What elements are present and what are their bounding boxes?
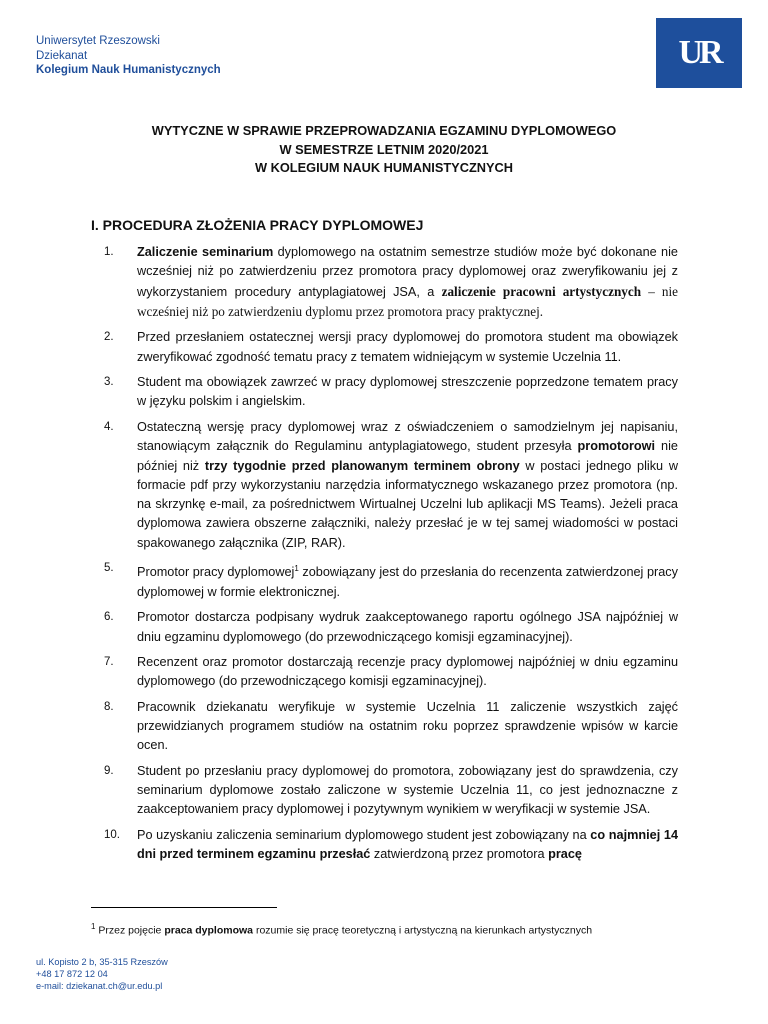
item-text: Promotor dostarcza podpisany wydruk zaakceptowanego raportu ogólnego JSA najpóźniej w dniu egzaminu dyplomowego (do przewodniczącego komisji egzaminacyjnej).	[137, 610, 678, 644]
university-logo	[656, 18, 742, 88]
title-line-1: WYTYCZNE W SPRAWIE PRZEPROWADZANIA EGZAMINU DYPLOMOWEGO	[151, 123, 617, 138]
text-run: Przez pojęcie	[95, 924, 165, 937]
email-address: e-mail: dziekanat.ch@ur.edu.pl	[36, 980, 163, 991]
item-number: 7.	[104, 656, 114, 668]
header-block	[36, 34, 221, 78]
list-item	[104, 653, 678, 692]
item-number: 1.	[104, 246, 114, 258]
bold-text: Zaliczenie seminarium	[137, 245, 274, 259]
item-number: 2.	[104, 331, 114, 344]
footnote	[91, 922, 592, 937]
item-number: 10.	[104, 828, 120, 841]
list-item	[104, 698, 678, 756]
text-run: rozumie się pracę teoretyczną i artystyczną na kierunkach artystycznych	[253, 924, 593, 937]
list-item	[104, 243, 678, 322]
item-number: 3.	[104, 376, 114, 389]
list-item	[104, 373, 678, 412]
street-address: ul. Kopisto 2 b, 35-315 Rzeszów	[36, 957, 168, 967]
text-run: Promotor pracy dyplomowej	[137, 565, 295, 580]
text-run: dyplomowego na ostatnim semestrze studiów może być dokonane nie wcześniej niż po zatwierdzeniu przez promotora pracy dyplomowej oraz zweryfikowaniu jej z wykorzystaniem procedury antyplagiatowej JSA, a	[137, 245, 678, 299]
university-name: Uniwersytet Rzeszowski	[36, 35, 160, 47]
item-number: 4.	[104, 420, 114, 433]
section-heading: I. PROCEDURA ZŁOŻENIA PRACY DYPLOMOWEJ	[91, 217, 424, 233]
logo-text: UR	[678, 34, 720, 71]
footnote-marker: 1	[91, 922, 96, 931]
text-run: zatwierdzoną przez promotora	[370, 847, 549, 862]
item-text: Przed przesłaniem ostatecznej wersji pracy dyplomowej do promotora student ma obowiązek zweryfikować zgodność tematu pracy z tematem widniejącym w systemie Uczelnia 11.	[137, 330, 678, 364]
item-number: 5.	[104, 562, 114, 575]
item-number: 8.	[104, 700, 114, 713]
title-line-2: W SEMESTRZE LETNIM 2020/2021	[279, 141, 489, 157]
text-run: zobowiązany jest do przesłania do recenzenta zatwierdzonej pracy dyplomowej w formie elektronicznej.	[137, 565, 678, 599]
title-line-3: W KOLEGIUM NAUK HUMANISTYCZNYCH	[254, 160, 514, 175]
item-text	[137, 826, 678, 865]
item-text: Student ma obowiązek zawrzeć w pracy dyplomowej streszczenie poprzedzone tematem pracy w języku polskim i angielskim.	[137, 375, 678, 409]
address-block	[36, 957, 168, 992]
list-item	[104, 328, 678, 367]
list-item	[104, 826, 678, 865]
phone-number: +48 17 872 12 04	[36, 968, 108, 979]
text-run: Ostateczną wersję pracy dyplomowej wraz z oświadczeniem o samodzielnym jej napisaniu, stanowiącym załącznik do Regulaminu antyplagiatowego, student przesyła	[137, 419, 678, 454]
footnote-divider	[91, 907, 277, 908]
item-number: 9.	[104, 764, 114, 777]
text-run: Po uzyskaniu zaliczenia seminarium dyplomowego student jest zobowiązany na	[137, 827, 591, 842]
bold-text: co najmniej 14 dni przed terminem egzaminu przesłać	[137, 827, 679, 862]
item-number: 6.	[104, 611, 114, 624]
item-text: Student po przesłaniu pracy dyplomowej do promotora, zobowiązany jest do sprawdzenia, czy seminarium dyplomowe zostało zaliczone w systemie Uczelnia 11, co jest jednoznaczne z zaakceptowaniem pracy dyplomowej i pozytywnym wynikiem w weryfikacji w systemie JSA.	[137, 763, 678, 817]
bold-text: praca dyplomowa	[164, 924, 254, 937]
office-name: Dziekanat	[36, 49, 88, 62]
bold-text: pracę	[548, 847, 582, 862]
text-run: w postaci jednego pliku w formacie pdf przy wykorzystaniu narzędzia informatycznego wskazanego przez promotora (np. na skrzynkę e-mail, za pośrednictwem Wirtualnej Uczelni lub aplikacji MS Teams). Jeżeli praca dyplomowa zawiera obszerne załączniki, należy przesłać je w tej samej wiadomości w postaci spakowanego załącznika (ZIP, RAR).	[137, 458, 678, 550]
list-item	[104, 762, 678, 820]
item-text	[137, 243, 678, 322]
document-title	[0, 122, 768, 178]
item-text: Pracownik dziekanatu weryfikuje w systemie Uczelnia 11 zaliczenie wszystkich zajęć przewidzianych programem studiów na ostatnim roku poprzez sprawdzenie wpisów w karcie ocen.	[137, 699, 678, 753]
list-item	[104, 418, 678, 553]
procedure-list	[104, 243, 678, 871]
item-text	[137, 418, 678, 553]
text-run: nie później niż	[137, 439, 678, 473]
item-text	[137, 559, 678, 602]
list-item	[104, 559, 678, 602]
college-name: Kolegium Nauk Humanistycznych	[36, 64, 221, 76]
text-run: – nie wcześniej niż po zatwierdzeniu dyplomu przez promotora pracy praktycznej.	[137, 283, 678, 319]
bold-text: zaliczenie pracowni artystycznych	[441, 283, 642, 299]
bold-text: promotorowi	[577, 439, 656, 454]
item-text: Recenzent oraz promotor dostarczają recenzje pracy dyplomowej najpóźniej w dniu egzaminu dyplomowego (do przewodniczącego komisji egzaminacyjnej).	[137, 655, 678, 689]
footnote-ref: 1	[294, 564, 299, 574]
bold-text: trzy tygodnie przed planowanym terminem obrony	[204, 458, 520, 473]
list-item	[104, 608, 678, 647]
